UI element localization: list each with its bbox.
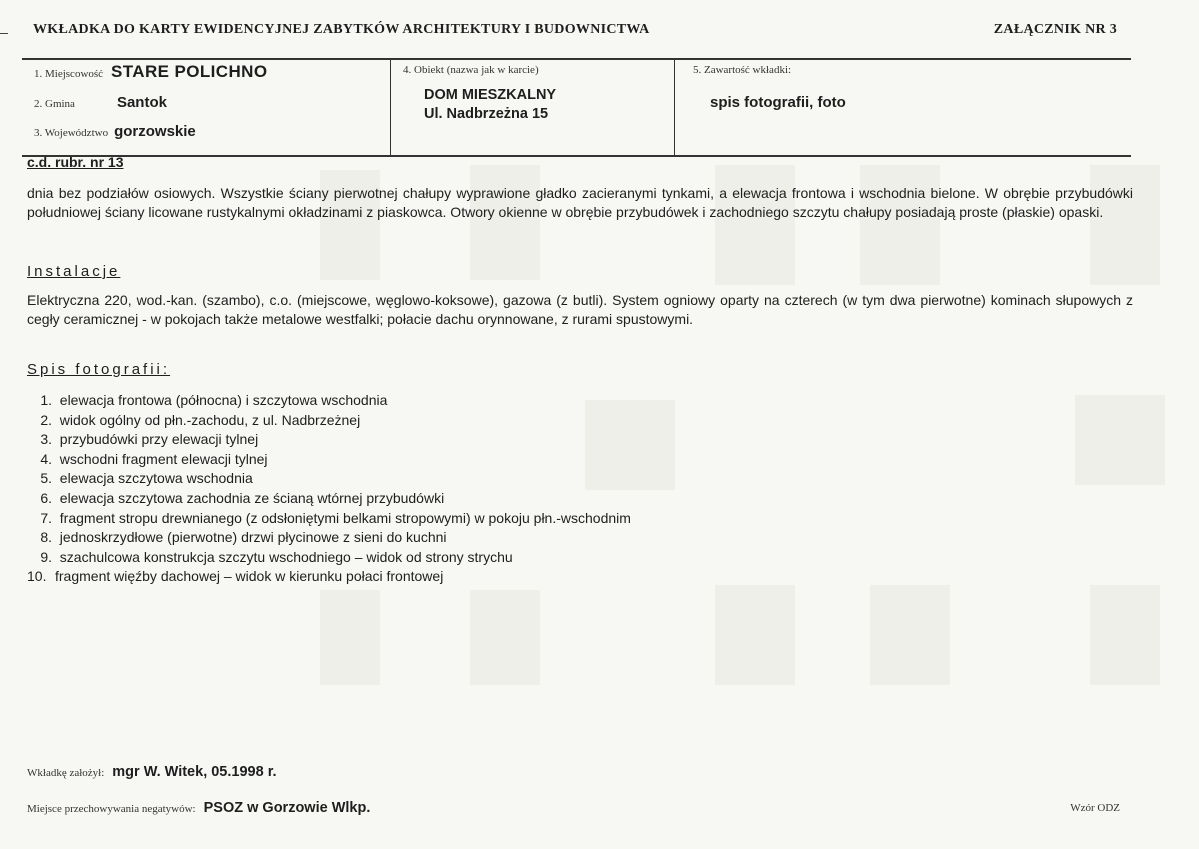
object-column — [391, 60, 675, 155]
list-item: 3. przybudówki przy elewacji tylnej — [40, 431, 259, 448]
margin-tick — [0, 33, 8, 34]
list-item: 6. elewacja szczytowa zachodnia ze ścianą wtórnej przybudówki — [40, 489, 445, 506]
form-title: WKŁADKA DO KARTY EWIDENCYJNEJ ZABYTKÓW ARCHITEKTURY I BUDOWNICTWA — [33, 22, 650, 37]
list-item: 9. szachulcowa konstrukcja szczytu wschodniego – widok od strony strychu — [40, 548, 513, 565]
storage-row — [27, 800, 370, 816]
list-item: 7. fragment stropu drewnianego (z odsłoniętymi belkami stropowymi) w pokoju płn.-wschodnim — [40, 509, 631, 526]
list-item: 4. wschodni fragment elewacji tylnej — [40, 450, 268, 467]
commune-value: Santok — [116, 94, 167, 111]
annex-number: ZAŁĄCZNIK NR 3 — [993, 22, 1117, 37]
contents-column — [675, 60, 1131, 155]
contents-label: 5. Zawartość wkładki: — [693, 64, 792, 76]
contents-value: spis fotografii, foto — [710, 94, 846, 111]
commune-row — [34, 94, 167, 111]
installations-heading: Instalacje — [27, 263, 121, 280]
object-name-line1: DOM MIESZKALNY — [424, 87, 557, 103]
pattern-code: Wzór ODZ — [1070, 802, 1120, 814]
town-label: 1. Miejscowość — [34, 68, 104, 80]
identification-box — [22, 58, 1131, 157]
author-row — [27, 764, 277, 780]
author-label: Wkładkę założył: — [27, 767, 105, 779]
list-item: 2. widok ogólny od płn.-zachodu, z ul. Nadbrzeżnej — [40, 411, 361, 428]
storage-label: Miejsce przechowywania negatywów: — [27, 803, 196, 815]
voivodeship-label: 3. Województwo — [34, 127, 109, 139]
voivodeship-value: gorzowskie — [114, 123, 196, 140]
list-item: 8. jednoskrzydłowe (pierwotne) drzwi płycinowe z sieni do kuchni — [40, 529, 447, 546]
location-column — [22, 60, 391, 155]
object-label: 4. Obiekt (nazwa jak w karcie) — [403, 64, 539, 76]
voivodeship-row — [34, 123, 196, 140]
continuation-heading: c.d. rubr. nr 13 — [27, 154, 124, 170]
town-value: STARE POLICHNO — [111, 62, 268, 81]
town-row — [34, 62, 267, 82]
list-item: 5. elewacja szczytowa wschodnia — [40, 470, 253, 487]
list-item: 10. fragment więźby dachowej – widok w kierunku połaci frontowej — [27, 568, 444, 585]
object-name-line2: Ul. Nadbrzeżna 15 — [424, 106, 549, 122]
photo-list — [27, 391, 631, 587]
storage-value: PSOZ w Gorzowie Wlkp. — [203, 800, 371, 816]
installations-paragraph: Elektryczna 220, wod.-kan. (szambo), c.o. (miejscowe, węglowo-koksowe), gazowa (z butli). System ogniowy oparty na czterech (w tym dwa pierwotne) kominach słupowych z cegły ceramicznej - w pokojach także metalowe westfalki; połacie dachu orynnowane, z rurami spustowymi. — [27, 292, 1133, 327]
object-name — [424, 86, 556, 124]
author-value: mgr W. Witek, 05.1998 r. — [112, 764, 277, 780]
photos-heading: Spis fotografii: — [27, 361, 171, 378]
description-paragraph: dnia bez podziałów osiowych. Wszystkie ściany pierwotnej chałupy wyprawione gładko zacieranymi tynkami, a elewacja frontowa i wschodnia bielone. W obrębie przybudówki południowej ściany licowane rustykalnymi okładzinami z piaskowca. Otwory okienne w obrębie przybudówek i zachodniego szczytu chałupy posiadają proste (płaskie) opaski. — [27, 185, 1133, 220]
commune-label: 2. Gmina — [34, 98, 75, 110]
list-item: 1. elewacja frontowa (północna) i szczytowa wschodnia — [40, 392, 388, 408]
